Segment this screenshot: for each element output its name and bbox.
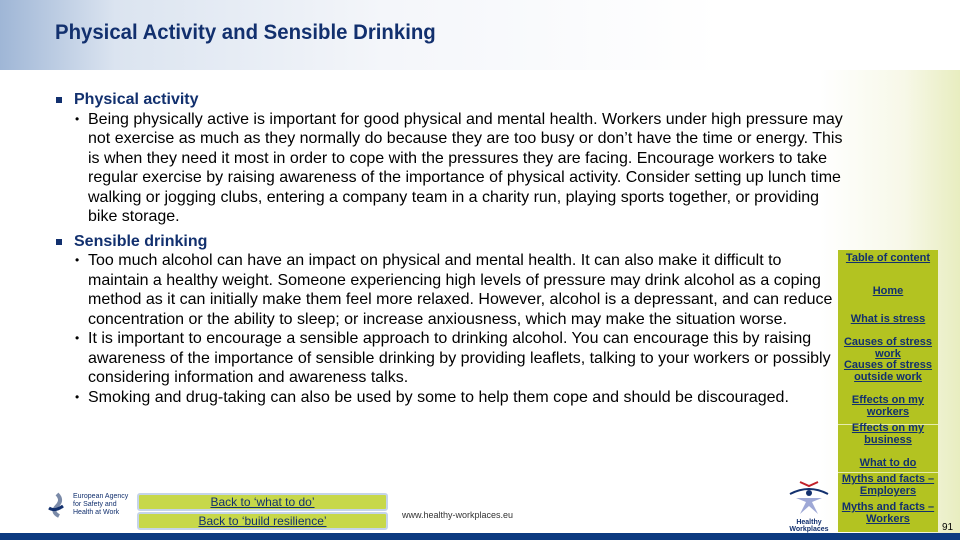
healthy-workplaces-figure-icon <box>784 476 834 514</box>
nav-effects-business[interactable]: Effects on my business <box>851 422 925 446</box>
nav-causes-outside-work[interactable]: Causes of stress outside work <box>843 359 933 383</box>
website-url: www.healthy-workplaces.eu <box>402 510 514 520</box>
nav-what-is-stress[interactable]: What is stress <box>850 313 926 325</box>
bullet: • Too much alcohol can have an impact on physical and mental health. It can also make it difficult to maintain a healthy weight. Someone experiencing high levels of pressure may drink alcohol as a coping method as it can initially make them feel more relaxed. However, alcohol is a depressant, and can reduce concentration or the ability to sleep; or increase anxiousness, which may make the situation worse. <box>55 251 833 329</box>
back-to-what-to-do-button[interactable]: Back to ‘what to do’ <box>137 493 388 511</box>
bullet: • Smoking and drug-taking can also be used by some to help them cope and should be discouraged. <box>55 388 795 408</box>
heading-physical-activity: Physical activity <box>55 90 835 110</box>
nav-effects-workers[interactable]: Effects on my workers <box>851 394 925 418</box>
nav-myths-employers[interactable]: Myths and facts – Employers <box>841 473 935 497</box>
nav-causes-work[interactable]: Causes of stress work <box>843 336 933 360</box>
navigation-panel <box>838 250 938 532</box>
healthy-workplaces-label: Healthy Workplaces <box>789 519 829 533</box>
nav-home[interactable]: Home <box>872 285 904 297</box>
page-title: Physical Activity and Sensible Drinking <box>55 21 436 44</box>
bullet: • Being physically active is important for good physical and mental health. Workers under high pressure may not exercise as much as they normally do because they are too busy or don’t have the time or energy. This is when they need it most in order to cope with the pressures they are facing. Encourage workers to take regular exercise by raising awareness of the importance of physical activity. Consider setting up lunch time walking or jogging clubs, entering a company team in a charity run, playing sports together, or providing bike storage. <box>55 110 845 227</box>
nav-table-of-content[interactable]: Table of content <box>845 252 931 264</box>
back-to-build-resilience-button[interactable]: Back to ‘build resilience’ <box>137 512 388 530</box>
heading-sensible-drinking: Sensible drinking <box>55 232 835 252</box>
agency-logo-icon <box>47 492 69 518</box>
nav-what-to-do[interactable]: What to do <box>859 457 917 469</box>
footer-bar <box>0 533 960 540</box>
page-number: 91 <box>942 522 954 533</box>
slide-content <box>55 90 843 407</box>
agency-name: European Agency for Safety and Health at Work <box>73 493 129 516</box>
healthy-workplaces-logo <box>778 476 840 533</box>
eu-osha-logo <box>47 492 135 518</box>
nav-myths-workers[interactable]: Myths and facts – Workers <box>841 501 935 525</box>
bullet: • It is important to encourage a sensible approach to drinking alcohol. You can encourage this by raising awareness of the importance of sensible drinking by providing leaflets, talking to your workers or possibly considering information and awareness talks. <box>55 329 833 388</box>
